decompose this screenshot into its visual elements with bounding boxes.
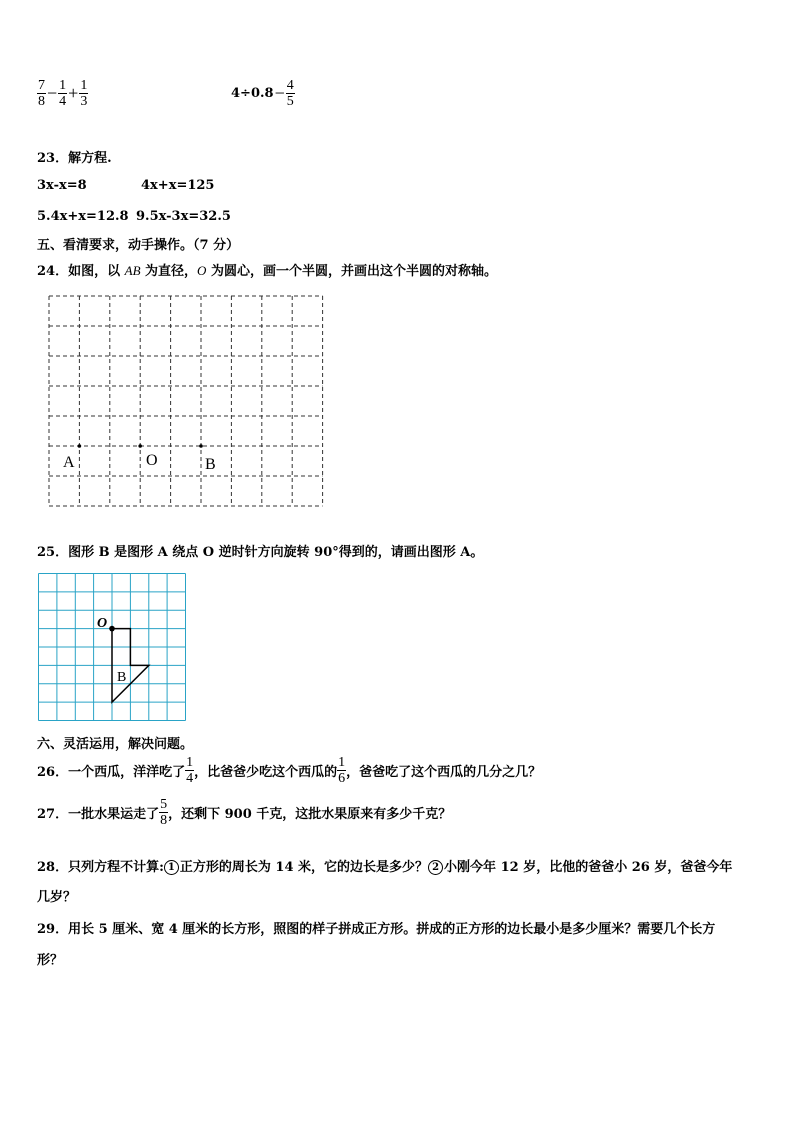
label-a: A [63,454,75,471]
q26-text: 26．一个西瓜，洋洋吃了 $\frac{1}{4}$ ，比爸爸少吃这个西瓜的 $\frac{1}{6}$ ，爸爸吃了这个西瓜的几分之几？ [37,755,542,786]
point-o [138,444,142,448]
fraction: $\frac{5}{8}$ [160,797,168,828]
expression-2: 4÷0.8− $\frac{4}{5}$ [231,78,294,109]
fraction: $\frac{1}{4}$ [186,755,194,786]
equation: 3x-x=8 [37,178,87,193]
q29-line2: 形？ [37,953,64,968]
q23-title: 23．解方程. [37,151,112,166]
equation: 4x+x=125 [141,178,215,193]
equation: 9.5x-3x=32.5 [136,209,231,224]
dashed-grid-figure [46,293,326,511]
point-o [109,626,115,632]
equation: 5.4x+x=12.8 [37,209,129,224]
q28-line1: 28．只列方程不计算: 1 正方形的周长为 14 米，它的边长是多少？ 2 小刚今年 12 岁，比他的爸爸小 26 岁，爸爸今年 [37,860,733,875]
expression-1: $\frac{7}{8}$ − $\frac{1}{4}$ + $\frac{1}{3}$ [38,78,88,109]
point-a [78,444,82,448]
section-five-heading: 五、看清要求，动手操作。（7 分） [37,238,240,253]
fraction: $\frac{1}{3}$ [80,78,88,109]
label-b: B [117,670,127,685]
section-six-heading: 六、灵活运用，解决问题。 [37,737,194,752]
q28-line2: 几岁？ [37,890,77,905]
point-b [199,444,203,448]
fraction: $\frac{4}{5}$ [286,78,294,109]
q29-line1: 29．用长 5 厘米、宽 4 厘米的长方形，照图的样子拼成正方形。拼成的正方形的边长最小是多少厘米？需要几个长方 [37,922,716,937]
circled-number: 1 [164,860,179,875]
q24-text: 24．如图，以 AB 为直径，O 为圆心，画一个半圆，并画出这个半圆的对称轴。 [37,263,497,279]
label-o: O [97,616,108,631]
q27-text: 27．一批水果运走了 $\frac{5}{8}$ ，还剩下 900 千克，这批水果原来有多少千克？ [37,797,452,828]
fraction: $\frac{1}{4}$ [59,78,67,109]
fraction: $\frac{1}{6}$ [338,755,346,786]
cyan-grid-figure [38,573,188,724]
fraction: $\frac{7}{8}$ [38,78,45,109]
label-o: O [146,452,158,469]
circled-number: 2 [428,860,443,875]
dashed-grid-lines [49,296,323,506]
label-b: B [205,456,216,473]
q25-text: 25．图形 B 是图形 A 绕点 O 逆时针方向旋转 90°得到的，请画出图形 A。 [37,545,484,560]
